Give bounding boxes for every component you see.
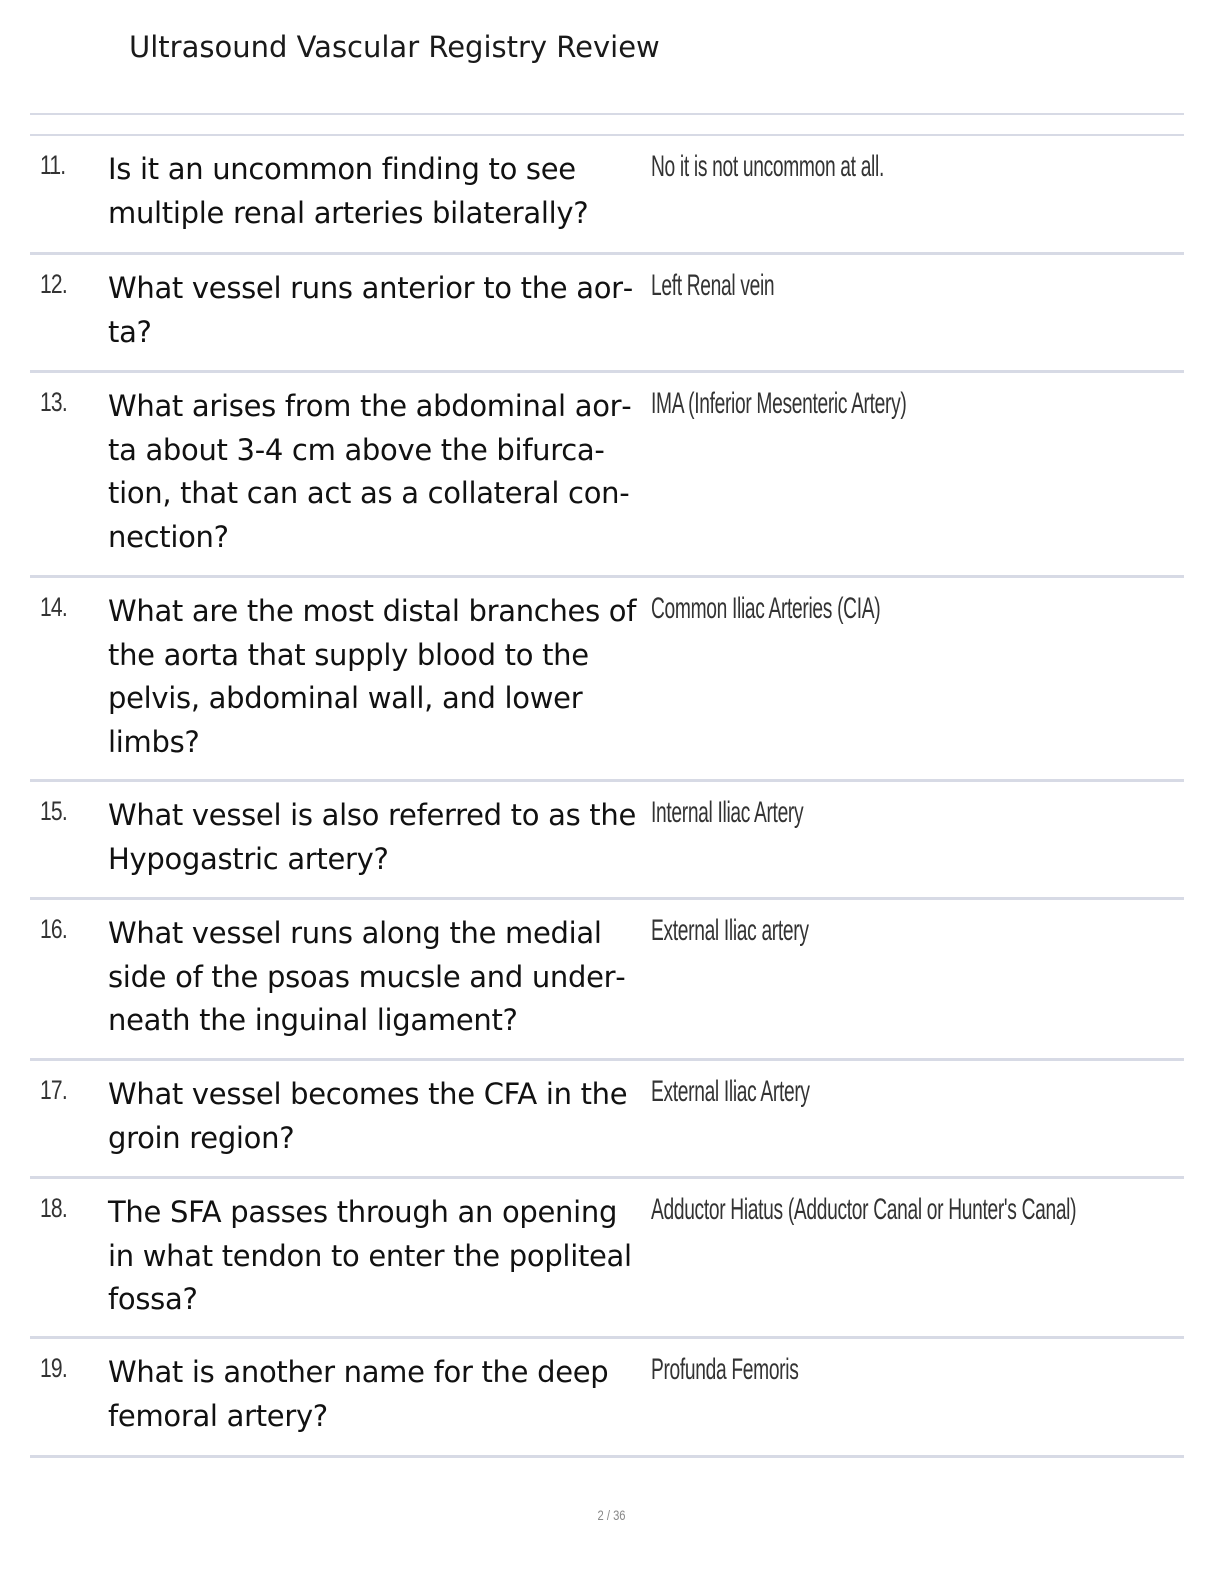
question-row-17: [30, 1061, 1184, 1179]
page-number: [0, 1507, 1224, 1523]
question-row-19: [30, 1339, 1184, 1458]
question-text: What is another name for the deep femoral artery?: [108, 1355, 609, 1433]
header-divider: [30, 113, 1184, 115]
answer-text: IMA (Inferior Mesenteric Artery): [651, 387, 907, 420]
question-text: What vessel is also referred to as the Hypogastric artery?: [108, 798, 637, 876]
answer-text: No it is not uncommon at all.: [651, 150, 884, 183]
question-number: 11.: [40, 150, 66, 180]
page-number-label: 2 / 36: [597, 1507, 627, 1523]
question-text: What arises from the abdominal aorta about 3-4 cm above the bifurcation, that can act as a collateral connection?: [108, 389, 632, 554]
question-text: What vessel runs along the medial side of the psoas mucsle and underneath the inguinal ligament?: [108, 916, 626, 1037]
question-number: 14.: [40, 592, 67, 622]
question-text: Is it an uncommon finding to see multiple renal arteries bilaterally?: [108, 152, 589, 230]
answer-text: Adductor Hiatus (Adductor Canal or Hunter's Canal): [651, 1193, 1077, 1226]
question-number: 19.: [40, 1353, 67, 1383]
question-number: 17.: [40, 1075, 67, 1105]
question-number: 15.: [40, 796, 67, 826]
answer-text: Profunda Femoris: [651, 1353, 799, 1386]
answer-text: Common Iliac Arteries (CIA): [651, 592, 881, 625]
question-text: The SFA passes through an opening in what tendon to enter the popliteal fossa?: [108, 1195, 632, 1316]
question-row-16: [30, 900, 1184, 1061]
answer-text: Internal Iliac Artery: [651, 796, 804, 829]
question-text: What vessel becomes the CFA in the groin region?: [108, 1077, 628, 1155]
question-number: 12.: [40, 269, 67, 299]
answer-text: Left Renal vein: [651, 269, 775, 302]
page-title: Ultrasound Vascular Registry Review: [129, 30, 660, 64]
question-number: 13.: [40, 387, 67, 417]
question-row-11: [30, 136, 1184, 255]
question-row-14: [30, 578, 1184, 782]
question-row-15: [30, 782, 1184, 900]
question-text: What vessel runs anterior to the aorta?: [108, 271, 634, 349]
question-text: What are the most distal branches of the aorta that supply blood to the pelvis, abdominal wall, and lower limbs?: [108, 594, 637, 759]
question-number: 18.: [40, 1193, 67, 1223]
answer-text: External Iliac artery: [651, 914, 809, 947]
question-row-13: [30, 373, 1184, 578]
question-row-12: [30, 255, 1184, 373]
question-row-18: [30, 1179, 1184, 1339]
question-answer-table: [30, 136, 1184, 1458]
answer-text: External Iliac Artery: [651, 1075, 810, 1108]
question-number: 16.: [40, 914, 67, 944]
